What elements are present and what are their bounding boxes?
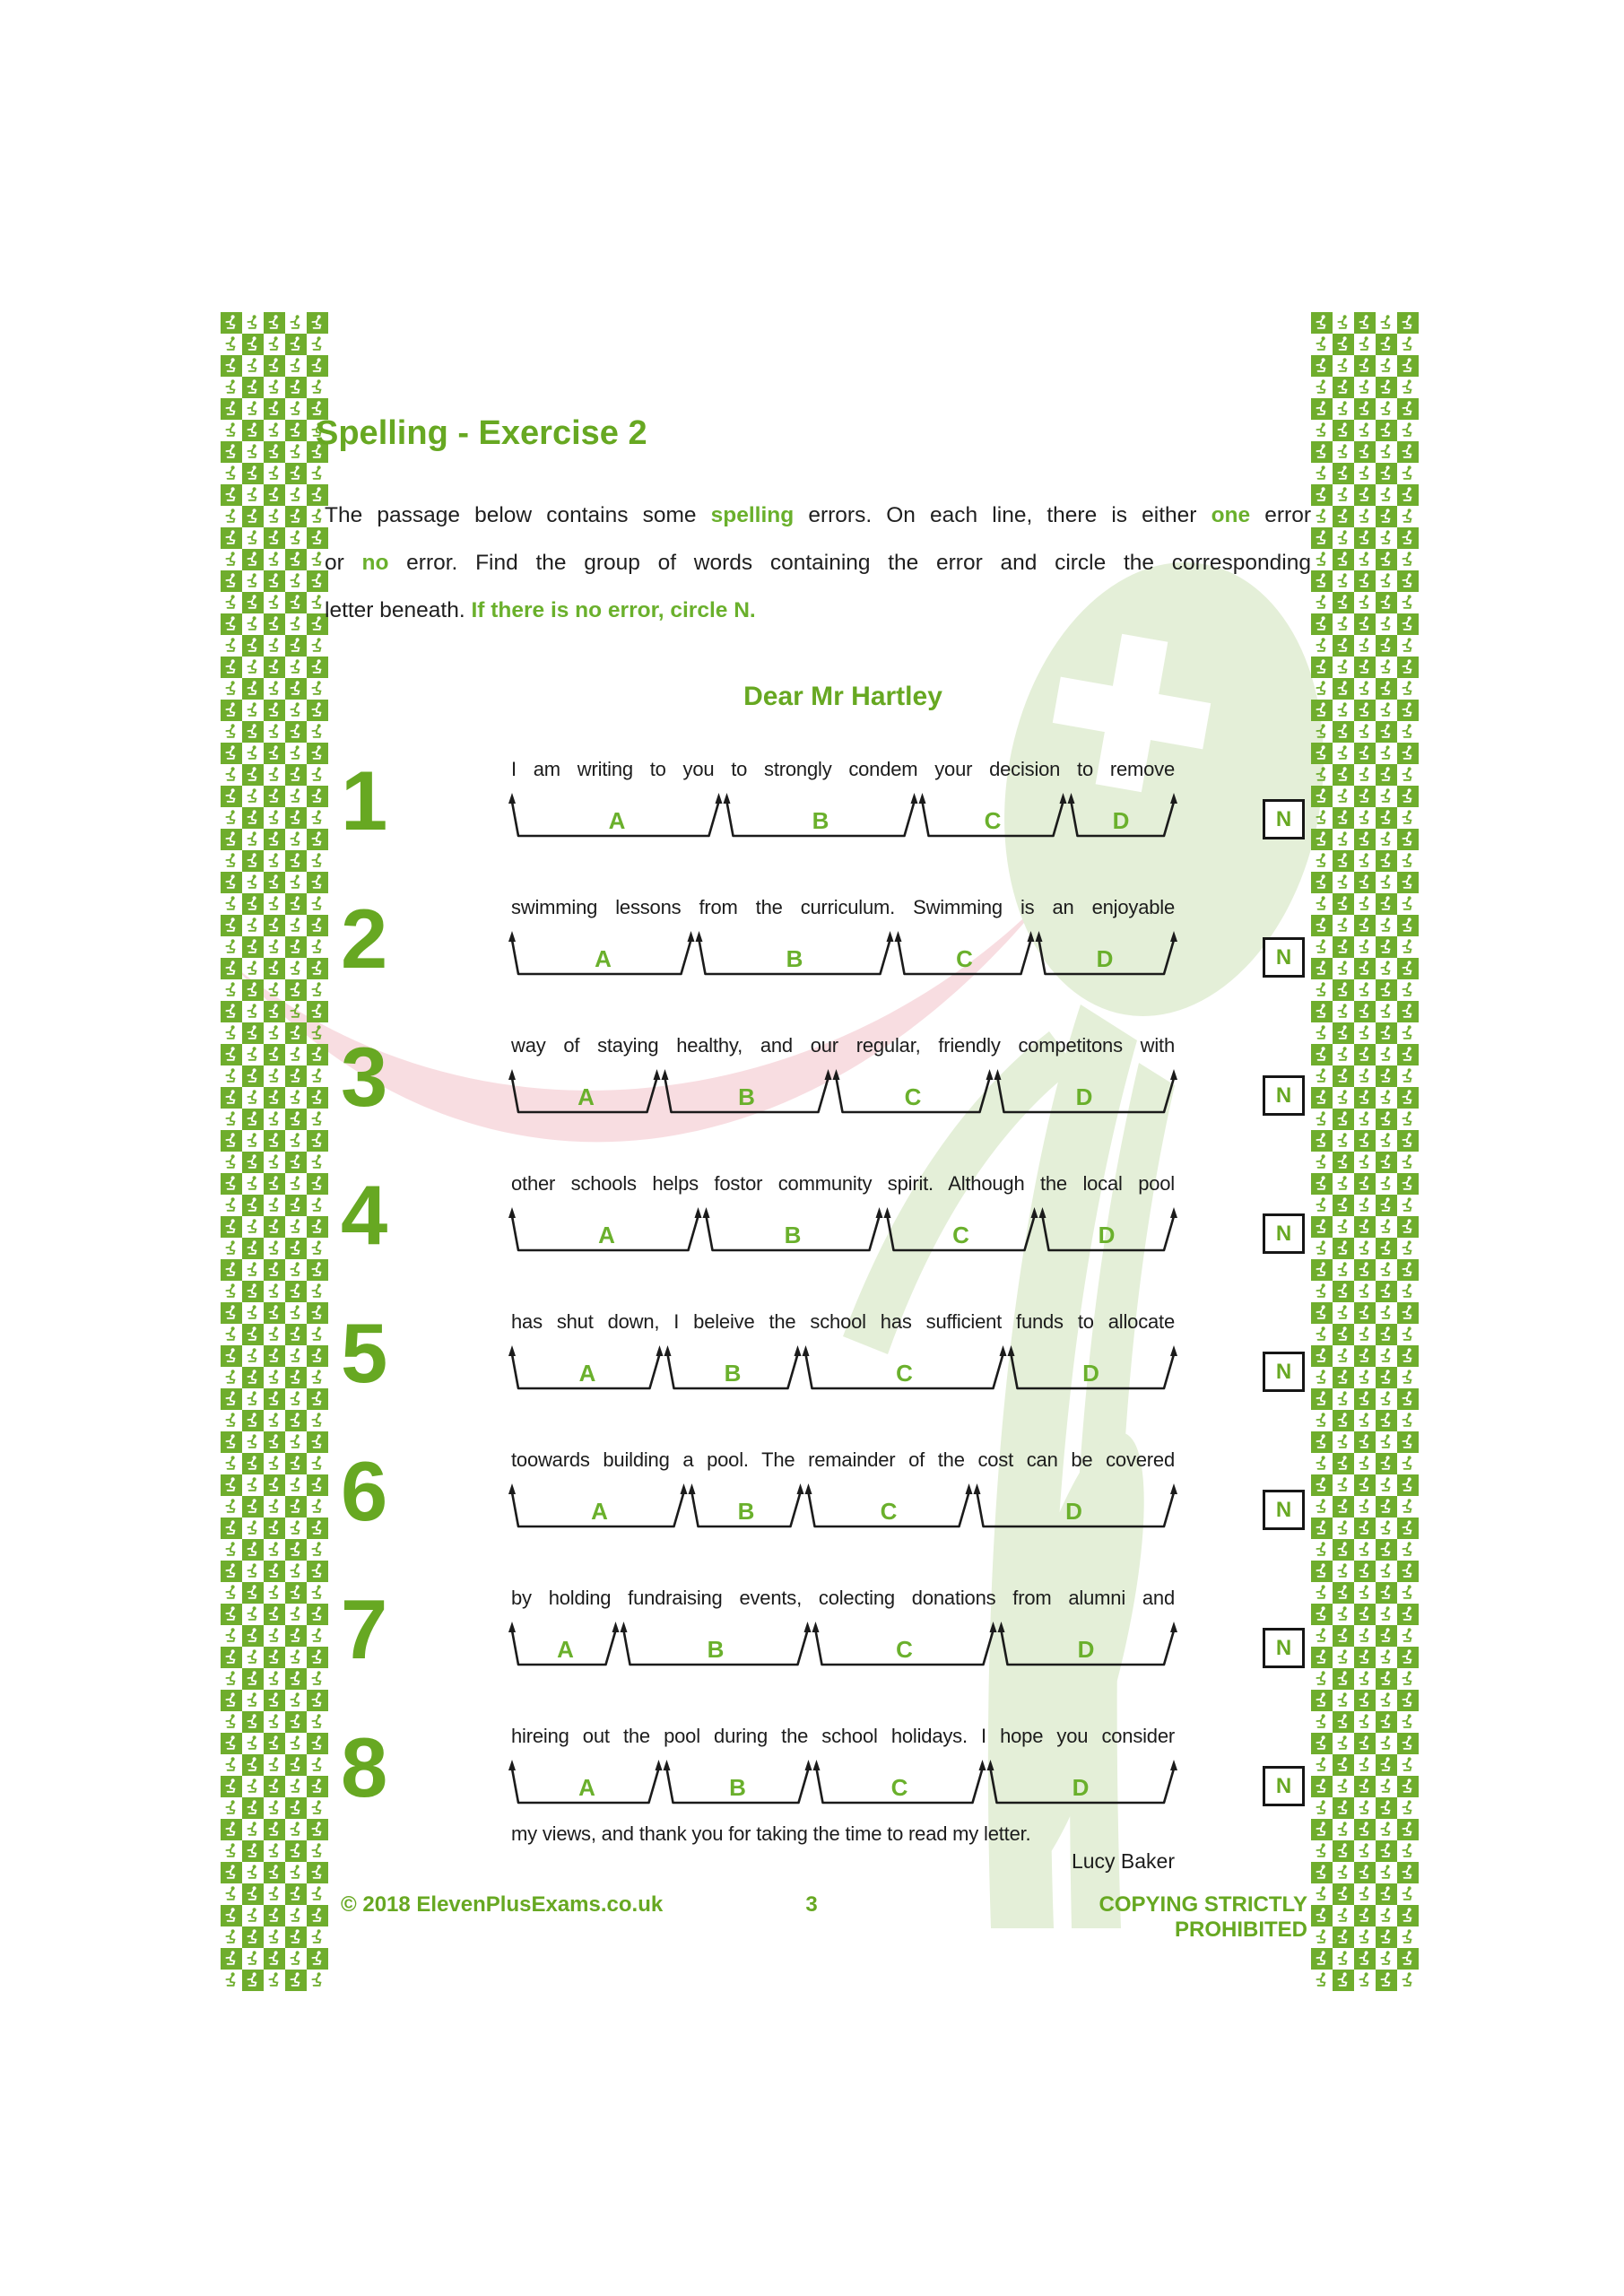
option-letter-b[interactable]: B xyxy=(786,945,803,972)
option-letter-c[interactable]: C xyxy=(956,945,973,972)
closing-line: my views, and thank you for taking the time to read my letter. xyxy=(511,1822,1031,1845)
no-error-option[interactable]: N xyxy=(1263,1766,1305,1806)
no-error-option[interactable]: N xyxy=(1263,1628,1305,1668)
option-letter-c[interactable]: C xyxy=(952,1222,969,1248)
letter-heading: Dear Mr Hartley xyxy=(743,682,942,711)
answer-brackets xyxy=(507,1621,1179,1673)
footer-rights: COPYING STRICTLY PROHIBITED xyxy=(1099,1892,1307,1942)
instruction-keyword: If there is no error, circle N. xyxy=(471,598,756,622)
option-letter-a[interactable]: A xyxy=(591,1498,608,1525)
page-title: Spelling - Exercise 2 xyxy=(316,414,647,452)
answer-brackets xyxy=(507,1068,1179,1120)
option-letter-c[interactable]: C xyxy=(896,1636,913,1663)
question-sentence: hireing out the pool during the school holidays. I hope you consider xyxy=(511,1725,1175,1747)
option-letter-c[interactable]: C xyxy=(984,807,1002,834)
option-letter-d[interactable]: D xyxy=(1075,1083,1093,1110)
option-letter-a[interactable]: A xyxy=(578,1774,595,1801)
instruction-text: or xyxy=(325,551,362,575)
option-letter-d[interactable]: D xyxy=(1112,807,1130,834)
option-letter-c[interactable]: C xyxy=(890,1774,908,1801)
instruction-keyword: no xyxy=(361,551,389,575)
instruction-line xyxy=(325,539,1311,587)
instruction-keyword: spelling xyxy=(710,503,795,527)
instruction-line xyxy=(325,491,1311,539)
option-letter-b[interactable]: B xyxy=(729,1774,746,1801)
question-number: 4 xyxy=(341,1168,388,1262)
option-letter-d[interactable]: D xyxy=(1077,1636,1095,1663)
question-number: 7 xyxy=(341,1582,388,1676)
answer-brackets xyxy=(507,930,1179,982)
option-letter-a[interactable]: A xyxy=(557,1636,574,1663)
question-sentence: other schools helps fostor community spirit. Although the local pool xyxy=(511,1172,1175,1195)
option-letter-b[interactable]: B xyxy=(738,1083,755,1110)
option-letter-a[interactable]: A xyxy=(578,1360,596,1387)
instruction-text: The passage below contains some xyxy=(325,503,711,527)
question-number: 3 xyxy=(341,1030,388,1124)
question-number: 5 xyxy=(341,1306,388,1400)
option-letter-d[interactable]: D xyxy=(1098,1222,1116,1248)
option-letter-b[interactable]: B xyxy=(812,807,829,834)
question-number: 6 xyxy=(341,1444,388,1538)
question-sentence: way of staying healthy, and our regular, friendly competitons with xyxy=(511,1034,1175,1057)
question-sentence: by holding fundraising events, colecting donations from alumni and xyxy=(511,1587,1175,1609)
no-error-option[interactable]: N xyxy=(1263,1213,1305,1254)
answer-brackets xyxy=(507,1483,1179,1535)
footer-copyright: © 2018 ElevenPlusExams.co.uk xyxy=(341,1892,664,1917)
checker-border-left xyxy=(221,312,328,1991)
option-letter-a[interactable]: A xyxy=(578,1083,595,1110)
option-letter-a[interactable]: A xyxy=(595,945,612,972)
no-error-option[interactable]: N xyxy=(1263,937,1305,978)
answer-brackets xyxy=(507,1344,1179,1396)
checker-border-right xyxy=(1311,312,1419,1991)
instruction-text: letter beneath. xyxy=(325,598,472,622)
option-letter-c[interactable]: C xyxy=(904,1083,922,1110)
no-error-option[interactable]: N xyxy=(1263,1075,1305,1116)
footer-page-number: 3 xyxy=(805,1892,818,1917)
option-letter-a[interactable]: A xyxy=(608,807,626,834)
option-letter-b[interactable]: B xyxy=(737,1498,755,1525)
question-sentence: I am writing to you to strongly condem your decision to remove xyxy=(511,758,1175,780)
no-error-option[interactable]: N xyxy=(1263,799,1305,839)
instruction-text: error. Find the group of words containing the error and circle the corresponding xyxy=(388,551,1312,575)
no-error-option[interactable]: N xyxy=(1263,1352,1305,1392)
answer-brackets xyxy=(507,1206,1179,1258)
option-letter-d[interactable]: D xyxy=(1065,1498,1082,1525)
signature: Lucy Baker xyxy=(1071,1849,1175,1873)
answer-brackets xyxy=(507,1759,1179,1811)
option-letter-a[interactable]: A xyxy=(598,1222,615,1248)
instruction-text: error xyxy=(1250,503,1311,527)
instruction-line xyxy=(325,587,1311,634)
option-letter-b[interactable]: B xyxy=(784,1222,802,1248)
option-letter-b[interactable]: B xyxy=(724,1360,742,1387)
instruction-text: errors. On each line, there is either xyxy=(794,503,1211,527)
no-error-option[interactable]: N xyxy=(1263,1490,1305,1530)
option-letter-c[interactable]: C xyxy=(880,1498,898,1525)
option-letter-d[interactable]: D xyxy=(1072,1774,1090,1801)
question-sentence: swimming lessons from the curriculum. Swimming is an enjoyable xyxy=(511,896,1175,918)
option-letter-d[interactable]: D xyxy=(1082,1360,1099,1387)
question-number: 1 xyxy=(341,753,388,848)
question-sentence: toowards building a pool. The remainder of the cost can be covered xyxy=(511,1448,1175,1471)
option-letter-d[interactable]: D xyxy=(1096,945,1114,972)
question-sentence: has shut down, I beleive the school has sufficient funds to allocate xyxy=(511,1310,1175,1333)
option-letter-c[interactable]: C xyxy=(896,1360,913,1387)
instructions-paragraph xyxy=(325,491,1311,634)
question-number: 8 xyxy=(341,1720,388,1814)
answer-brackets xyxy=(507,792,1179,844)
question-number: 2 xyxy=(341,891,388,986)
instruction-keyword: one xyxy=(1211,503,1251,527)
option-letter-b[interactable]: B xyxy=(707,1636,725,1663)
